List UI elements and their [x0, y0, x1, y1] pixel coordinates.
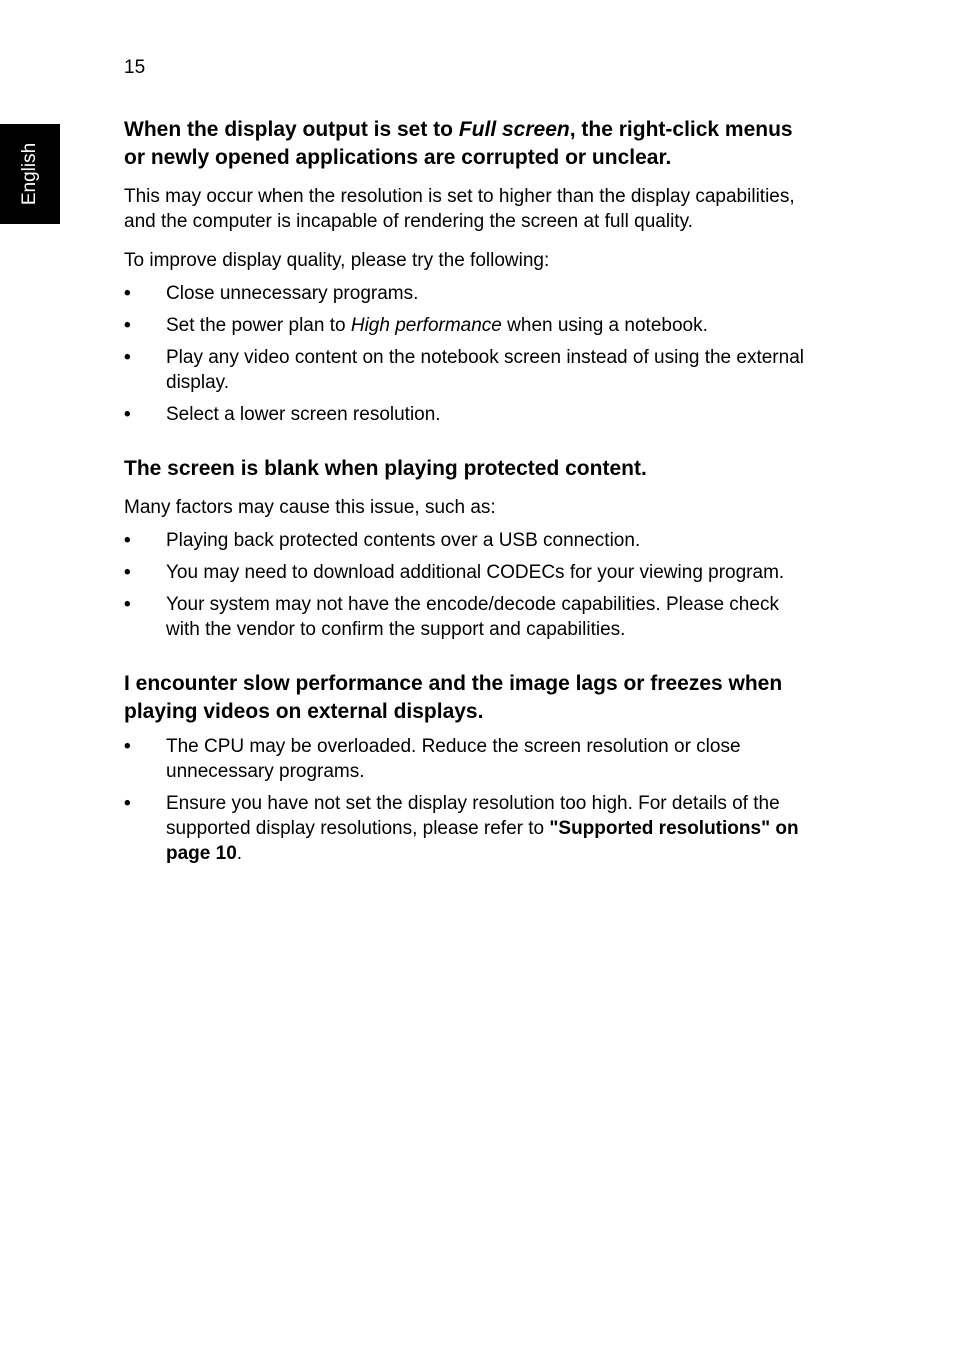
- bullet-list: [124, 281, 814, 427]
- list-item: [124, 345, 814, 395]
- list-item-text: .: [236, 843, 243, 864]
- bullet-icon: •: [124, 283, 131, 304]
- list-item: [124, 734, 814, 784]
- list-item-text: Playing back protected contents over a USB connection.: [166, 530, 641, 551]
- list-item-text: The CPU may be overloaded. Reduce the screen resolution or close unnecessary programs.: [166, 736, 741, 782]
- list-item: [124, 791, 814, 866]
- bullet-icon: •: [124, 315, 131, 336]
- list-item-text: You may need to download additional CODECs for your viewing program.: [166, 562, 785, 583]
- heading-italic-text: Full screen: [458, 118, 570, 141]
- section-blank-screen-protected-content: [124, 455, 814, 642]
- list-item-text: Your system may not have the encode/decode capabilities. Please check with the vendor to confirm the support and capabilities.: [166, 594, 779, 640]
- cross-reference-link[interactable]: "Supported resolutions" on page 10: [166, 818, 799, 864]
- section-slow-performance-external-displays: [124, 670, 814, 866]
- list-item: [124, 402, 814, 427]
- bullet-icon: •: [124, 347, 131, 368]
- bullet-icon: •: [124, 594, 131, 615]
- paragraph: This may occur when the resolution is set to higher than the display capabilities, and the computer is incapable of rendering the screen at full quality.: [124, 186, 795, 232]
- list-item: [124, 592, 814, 642]
- paragraph: To improve display quality, please try the following:: [124, 250, 550, 271]
- list-item: [124, 281, 814, 306]
- paragraph: Many factors may cause this issue, such as:: [124, 497, 496, 518]
- list-item: [124, 560, 814, 585]
- heading-text: When the display output is set to: [124, 118, 459, 141]
- language-tab-label: English: [19, 142, 40, 206]
- page-number: 15: [124, 57, 146, 78]
- section-heading: The screen is blank when playing protected content.: [124, 457, 647, 480]
- list-item: [124, 313, 814, 338]
- list-item-text: Select a lower screen resolution.: [166, 404, 441, 425]
- bullet-list: [124, 734, 814, 866]
- section-full-screen-corruption: [124, 116, 814, 427]
- bullet-icon: •: [124, 736, 131, 757]
- language-tab: [0, 124, 60, 224]
- section-heading: [124, 116, 814, 172]
- section-heading: I encounter slow performance and the image lags or freezes when playing videos on external displays.: [124, 672, 783, 723]
- page-content: [124, 116, 814, 873]
- bullet-icon: •: [124, 562, 131, 583]
- bullet-icon: •: [124, 404, 131, 425]
- bullet-list: [124, 528, 814, 642]
- list-item-italic-text: High performance: [350, 315, 502, 336]
- list-item-text: when using a notebook.: [501, 315, 708, 336]
- bullet-icon: •: [124, 793, 131, 814]
- heading-text: , the right-click menus or newly opened applications are corrupted or unclear.: [124, 118, 793, 169]
- list-item: [124, 528, 814, 553]
- list-item-text: Close unnecessary programs.: [166, 283, 419, 304]
- list-item-text: Set the power plan to: [166, 315, 351, 336]
- list-item-text: Ensure you have not set the display resolution too high. For details of the supported display resolutions, please refer to: [166, 793, 780, 839]
- bullet-icon: •: [124, 530, 131, 551]
- list-item-text: Play any video content on the notebook screen instead of using the external display.: [166, 347, 804, 393]
